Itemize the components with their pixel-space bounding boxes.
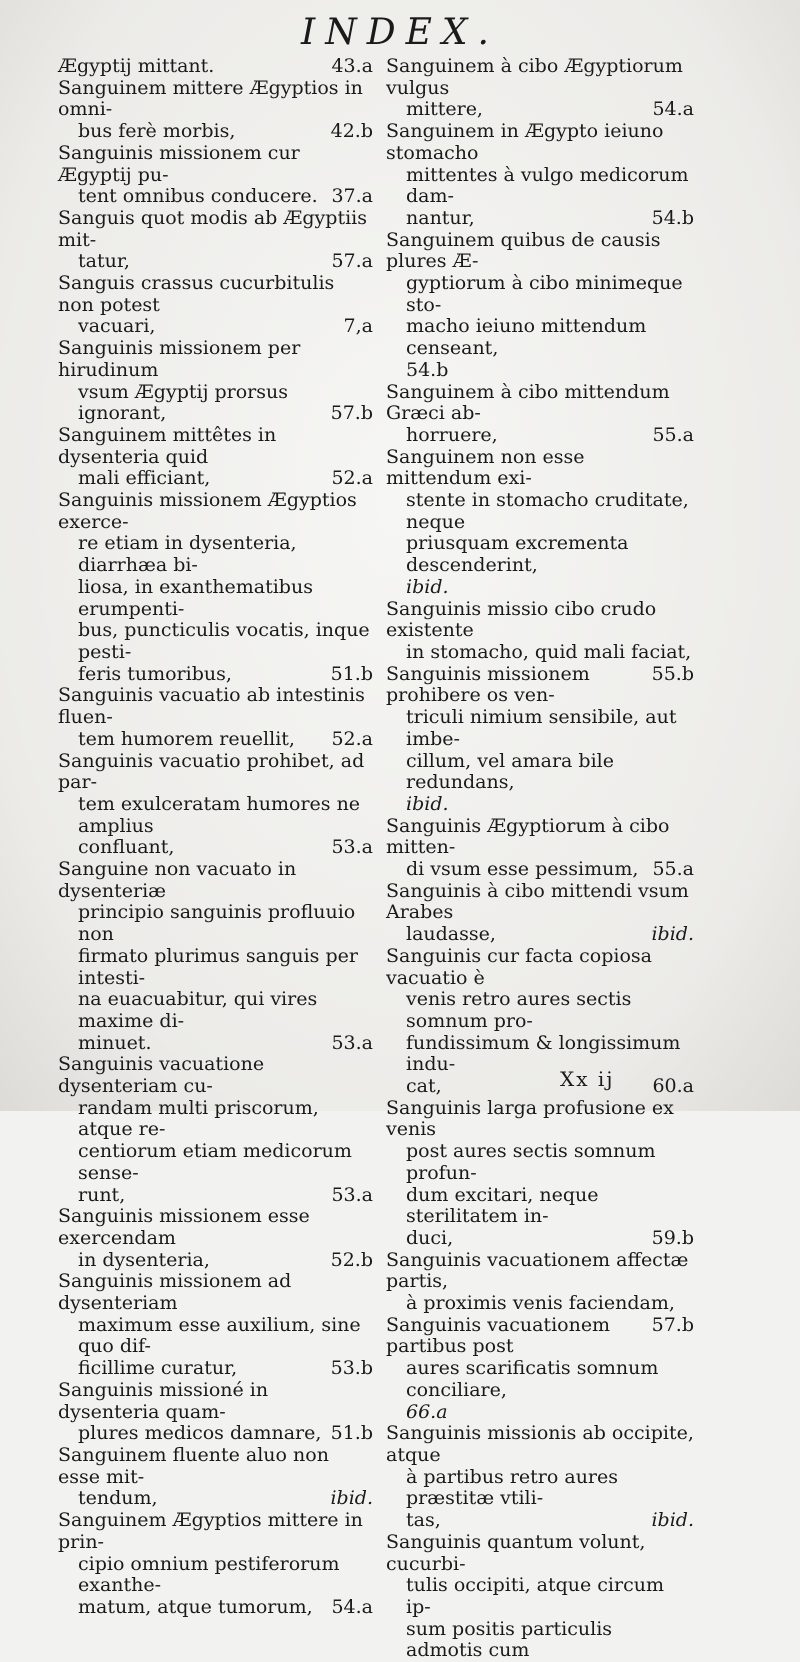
index-entry-line: Sanguinem fluente aluo non esse mit- [58,1444,329,1488]
index-entry-line: centiorum etiam medicorum sense- [78,1140,352,1184]
index-entry-line: Sanguinis Ægyptiorum à cibo mitten- [386,814,670,859]
index-entry-line: Sanguinis vacuatio prohibet, ad par- [58,749,365,794]
page-reference: 52.b [330,1248,373,1271]
index-entry-line: randam multi priscorum, atque re- [78,1096,319,1141]
index-entry [58,273,373,338]
index-entry-line: cipio omnium pestiferorum exanthe- [78,1552,340,1597]
index-entry-line: sum positis particulis admotis cum [406,1617,613,1662]
index-entry-line: post aures sectis somnum profun- [406,1140,656,1184]
index-entry-line: tas, ibid. [406,1509,694,1532]
page-title: INDEX. [301,12,499,53]
index-entry [386,1532,694,1662]
page-reference: 52.a [331,467,373,490]
index-entry-line: plures medicos damnare, 51.b [78,1422,373,1445]
index-entry [58,1380,373,1445]
page-reference: ibid. [406,575,449,598]
index-entry-line: tem exulceratam humores ne amplius [78,792,361,837]
index-entry-line: 54.b [406,358,449,381]
index-entry-line: firmato plurimus sanguis per intesti- [78,944,358,989]
index-entry-line: re etiam in dysenteria, diarrhæa bi- [78,532,297,577]
index-entry-line: liosa, in exanthematibus erumpenti- [78,575,313,620]
index-entry-line: vacuari, 7,a [78,315,373,338]
index-entry-line: Sanguinem non esse mittendum exi- [386,445,585,490]
index-entry-line: Sanguinem à cibo Ægyptiorum vulgus [386,55,683,99]
signature-mark: Xx ij [560,1067,615,1091]
index-entry [58,1206,373,1271]
index-entry-line: nantur, 54.b [406,206,694,229]
index-entry-line: Sanguinem mittêtes in dysenteria quid [58,423,277,468]
index-entry-line: aures scarificatis somnum conciliare, [406,1357,659,1401]
index-entry-line: principio sanguinis profluuio non [78,901,356,946]
index-entry-line: ficillime curatur, 53.b [78,1357,373,1380]
index-entry-line: tatur, 57.a [78,250,373,273]
index-entry-line: Sanguinem quibus de causis plures Æ- [386,228,661,273]
index-entry [58,1445,373,1510]
index-column-left [58,56,373,1619]
index-entry-line: à proximis venis faciendam, 57.b [406,1292,694,1336]
index-entry [386,230,694,382]
index-entry-line: Sanguinis larga profusione ex venis [386,1096,674,1141]
index-entry-line: Sanguinis missionis ab occipite, atque [386,1422,694,1466]
index-entry [386,1315,694,1424]
index-entry-line: Sanguinis vacuatione dysenteriam cu- [58,1053,265,1098]
page-reference: 53.b [330,1357,373,1380]
index-entry-line: Sanguinem à cibo mittendum Græci ab- [386,380,670,425]
index-entry-line: maximum esse auxilium, sine quo dif- [78,1313,361,1358]
index-entry [58,490,373,685]
index-entry [58,143,373,208]
page-reference: ibid. [406,792,449,815]
index-entry-line: tent omnibus conducere. 37.a [78,185,373,208]
index-entry-line: in dysenteria, 52.b [78,1248,373,1271]
index-entry-line: Sanguinis vacuationem affectæ partis, [386,1248,689,1293]
index-entry-line: macho ieiuno mittendum censeant, [406,315,647,360]
page-reference: 55.a [652,858,694,881]
index-entry [58,338,373,425]
index-entry-line: cat, 60.a [406,1075,694,1098]
page-reference: 51.b [330,1422,373,1445]
index-entry-line: priusquam excrementa descenderint, [406,532,629,577]
index-entry-line: minuet. 53.a [78,1031,373,1054]
index-entry-line: laudasse, ibid. [406,923,694,946]
index-entry-line: Sanguis crassus cucurbitulis non potest [58,272,335,316]
index-entry-line: tem humorem reuellit, 52.a [78,727,373,750]
index-entry-line: Ægyptij mittant. 43.a [58,55,373,77]
index-entry [386,816,694,881]
index-entry-line: mittentes à vulgo medicorum dam- [406,163,689,208]
index-entry [386,881,694,946]
page-reference: 55.a [652,423,694,446]
index-entry-line: runt, 53.a [78,1183,373,1206]
page-reference: 53.a [331,836,373,859]
index-entry [386,1423,694,1532]
index-entry-line: à partibus retro aures præstitæ vtili- [406,1465,619,1510]
index-entry-line: Sanguinis cur facta copiosa vacuatio è [386,944,652,989]
index-entry-line: tendum, ibid. [78,1487,373,1510]
index-entry-line: in stomacho, quid mali faciat, 55.b [406,640,694,685]
index-entry [386,1098,694,1250]
page-reference: 7,a [343,315,373,338]
index-entry-line: tulis occipiti, atque circum ip- [406,1574,664,1618]
index-entry-line: mittere, 54.a [406,98,694,121]
index-entry [58,751,373,860]
index-entry-line: Sanguine non vacuato in dysenteriæ [58,858,297,902]
index-entry-line: Sanguis quot modis ab Ægyptiis mit- [58,206,367,251]
index-entry-line: Sanguinem mittere Ægyptios in omni- [58,76,363,121]
index-entry [386,121,694,230]
index-entry [386,382,694,447]
page-reference: 57.b [330,402,373,425]
index-entry-line: mali efficiant, 52.a [78,467,373,490]
index-entry-line: fundissimum & longissimum indu- [406,1031,681,1076]
index-entry-line: Sanguinis quantum volunt, cucurbi- [386,1530,646,1575]
index-entry [386,946,694,1098]
index-entry-line: Sanguinis missioné in dysenteria quam- [58,1378,269,1423]
index-entry-line: Sanguinis missionem prohibere os ven- [386,662,590,707]
page-reference: ibid. [651,1509,694,1532]
index-entry [58,1054,373,1206]
index-entry-line: feris tumoribus, 51.b [78,662,373,685]
index-entry-line: stente in stomacho cruditate, neque [406,489,689,533]
index-entry-line: Sanguinis missionem per hirudinum [58,337,301,381]
page-reference: 55.b [651,662,694,685]
index-entry-line: Sanguinem Ægyptios mittere in prin- [58,1509,363,1553]
index-entry-line: triculi nimium sensibile, aut imbe- [406,706,677,750]
page-reference: 54.a [652,98,694,121]
index-entry-line: bus, puncticulis vocatis, inque pesti- [78,619,370,663]
page-reference: 51.b [330,662,373,685]
index-entry [58,425,373,490]
page-reference: 53.a [331,1031,373,1054]
page-reference: 43.a [331,55,373,77]
index-entry [58,1510,373,1619]
index-entry [58,859,373,1054]
page-reference: 57.b [651,1313,694,1336]
index-entry-line: matum, atque tumorum, 54.a [78,1595,373,1618]
index-entry [386,447,694,599]
page-reference: 54.a [331,1595,373,1618]
page-reference: 57.a [331,250,373,273]
index-entry-line: Sanguinis missionem esse exercendam [58,1205,310,1249]
page-reference: 42.b [330,120,373,143]
index-entry [58,56,373,78]
index-entry-line: Sanguinis missionem Ægyptios exerce- [58,489,357,533]
index-entry-line: duci, 59.b [406,1226,694,1249]
page-reference: ibid. [651,923,694,946]
index-entry [58,208,373,273]
index-entry [386,664,694,816]
page-reference: 53.a [331,1183,373,1206]
index-entry [58,685,373,750]
index-entry-line: Sanguinis missio cibo crudo existente [386,597,657,642]
index-entry-line: horruere, 55.a [406,423,694,446]
index-entry-line: na euacuabitur, qui vires maxime di- [78,988,318,1032]
index-entry-line: di vsum esse pessimum, 55.a [406,858,694,881]
index-entry [386,56,694,121]
page-reference: 37.a [331,185,373,208]
index-entry-line: Sanguinem in Ægypto ieiuno stomacho [386,120,664,164]
index-entry-line: Sanguinis à cibo mittendi vsum Arabes [386,879,689,924]
page-reference: 66.a [406,1400,448,1423]
index-entry-line: confluant, 53.a [78,836,373,859]
index-entry-line: Sanguinis missionem ad dysenteriam [58,1270,292,1315]
page-reference: 60.a [652,1075,694,1098]
page-reference: 54.b [651,206,694,229]
page-reference: 52.a [331,727,373,750]
index-entry [58,78,373,143]
index-entry-line: Sanguinis vacuationem partibus post [386,1313,611,1358]
index-entry-line: gyptiorum à cibo minimeque sto- [406,272,683,316]
index-entry-line: Sanguinis missionem cur Ægyptij pu- [58,141,300,186]
index-entry-line: vsum Ægyptij prorsus ignorant, 57.b [78,380,373,425]
index-entry [58,1271,373,1380]
index-column-right [386,56,694,1662]
index-entry-line: cillum, vel amara bile redundans, [406,749,614,794]
index-entry-line: dum excitari, neque sterilitatem in- [406,1183,599,1228]
page-reference: 59.b [651,1226,694,1249]
page-reference: ibid. [330,1487,373,1510]
index-entry-line: bus ferè morbis, 42.b [78,120,373,143]
index-entry-line: Sanguinis vacuatio ab intestinis fluen- [58,684,365,729]
index-entry-line: venis retro aures sectis somnum pro- [406,988,632,1032]
